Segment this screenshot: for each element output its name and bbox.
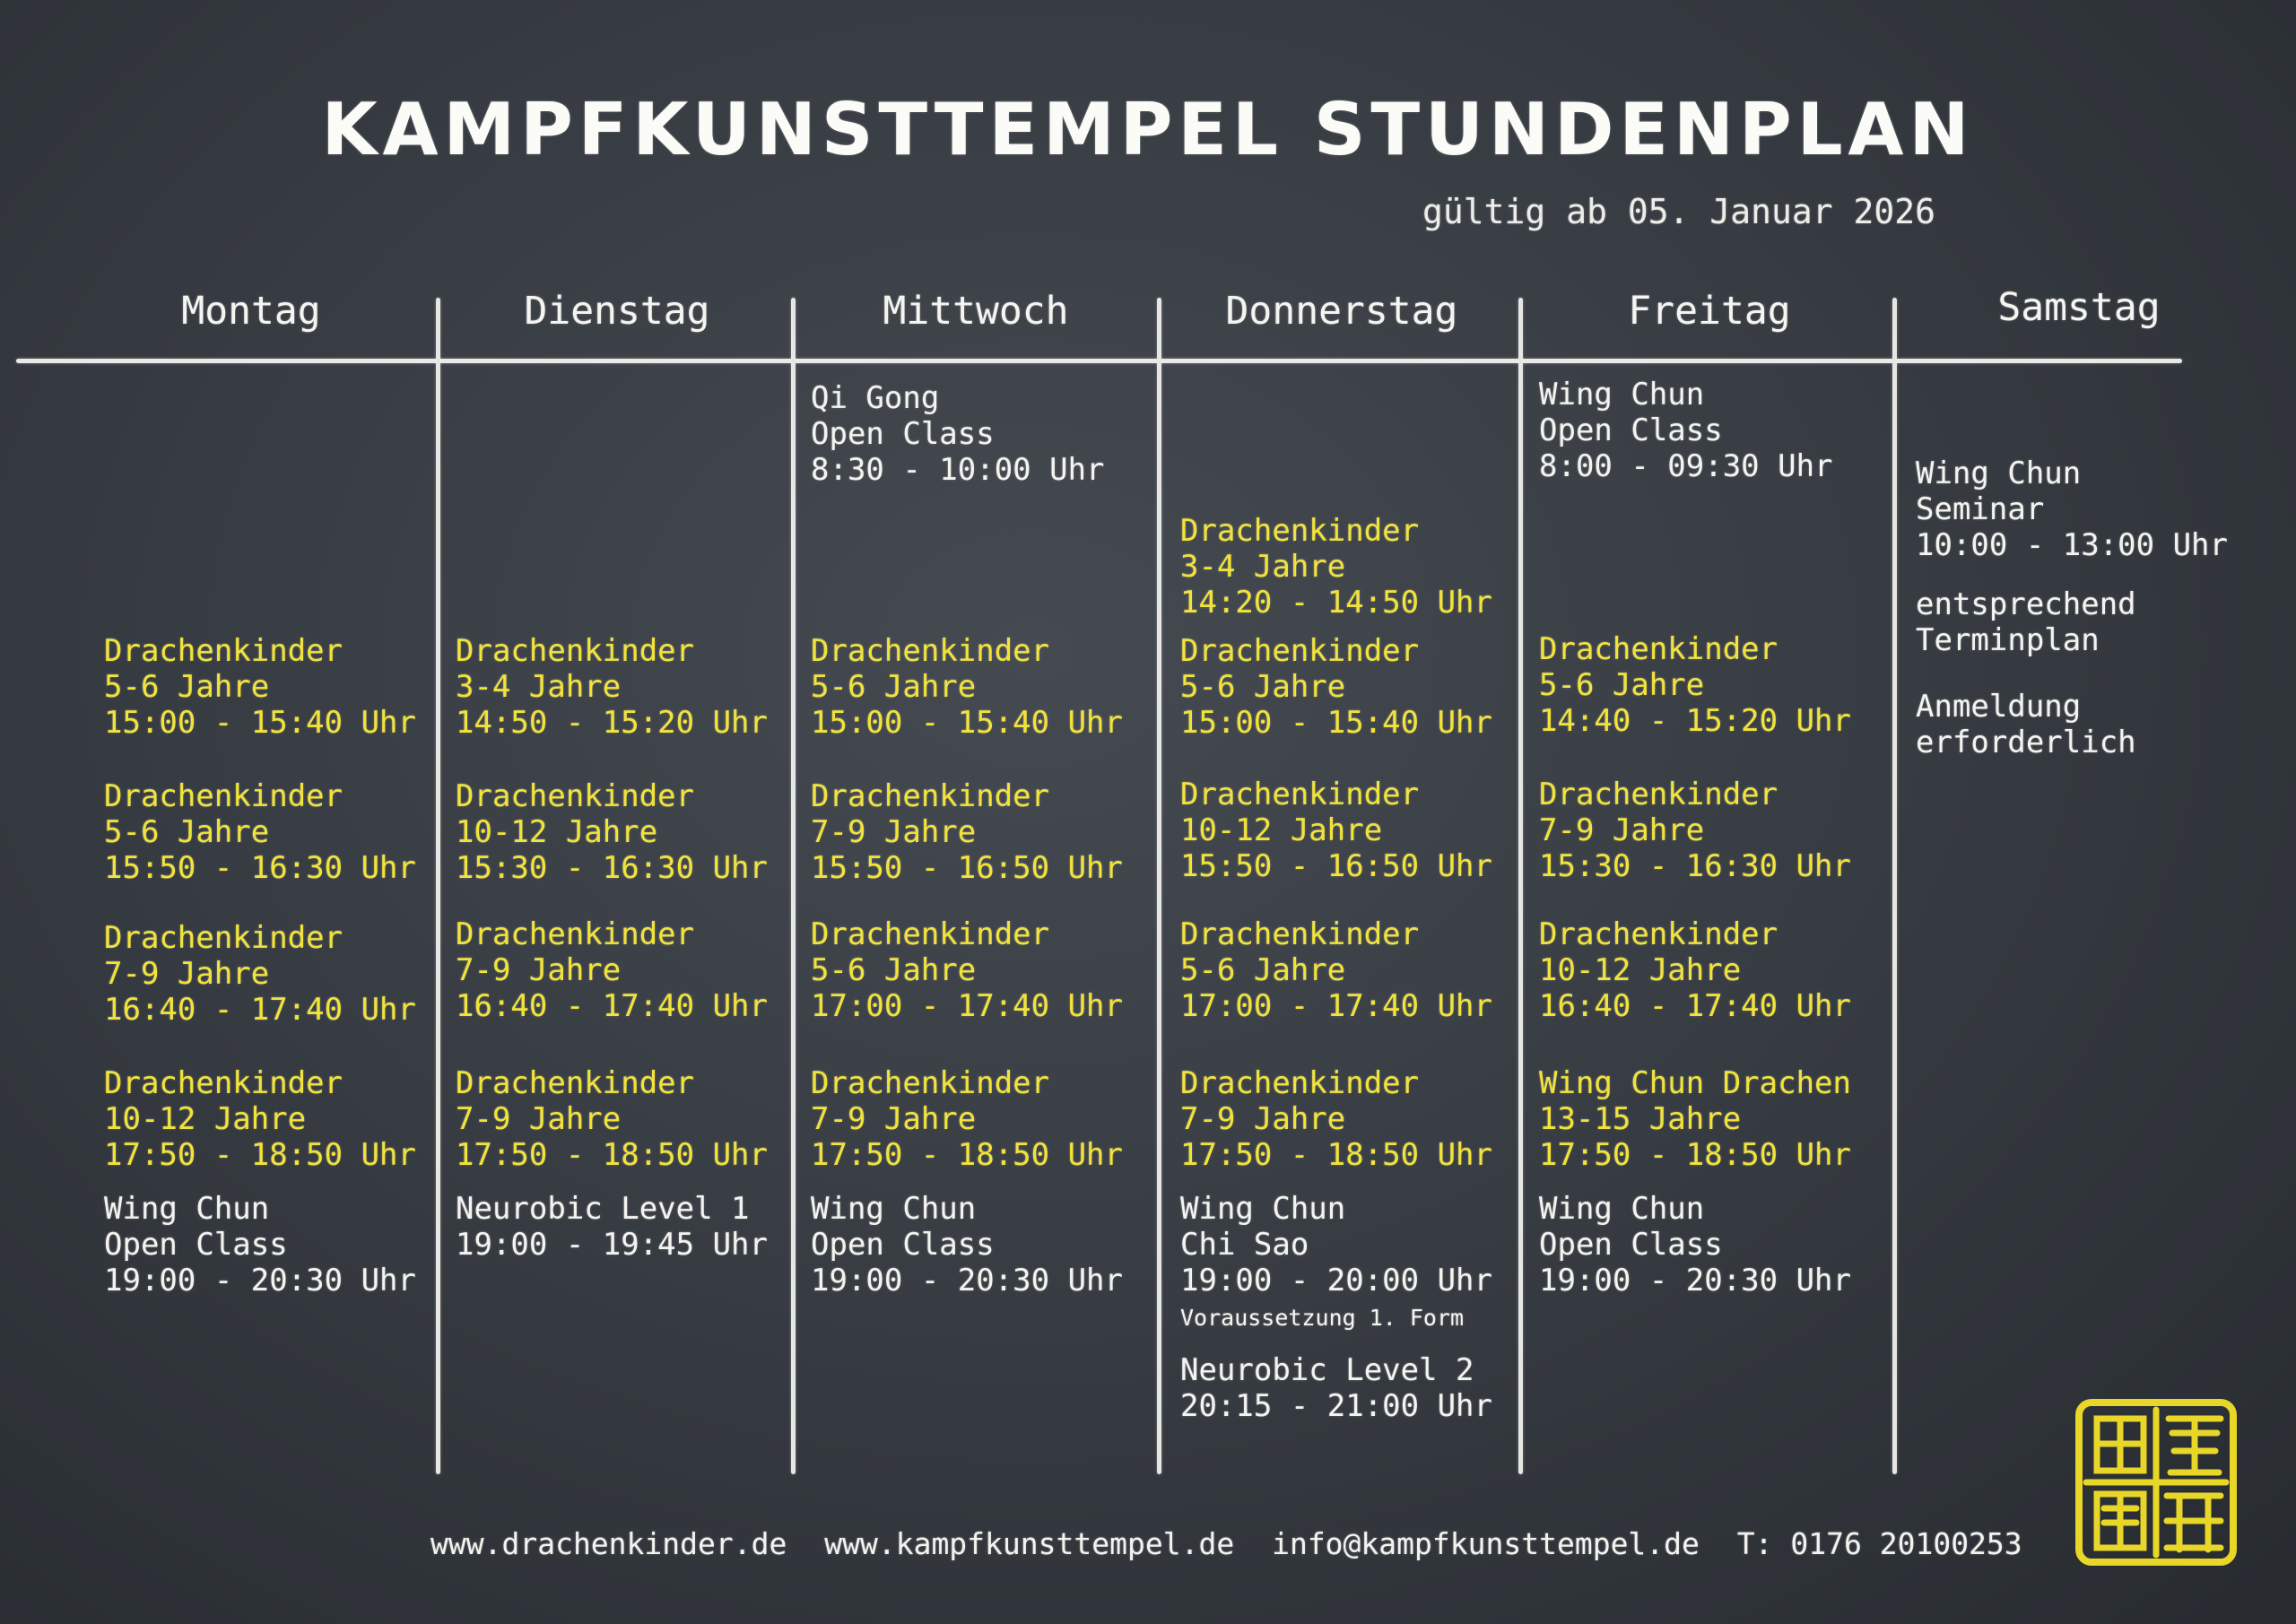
class-entry-thu [1180, 916, 1492, 1024]
class-entry-wed [811, 916, 1123, 1024]
class-label: Wing Chun [1180, 1191, 1346, 1227]
class-time: 19:00 - 20:00 Uhr [1180, 1263, 1492, 1298]
class-label: Qi Gong [811, 380, 940, 416]
class-time: 15:50 - 16:30 Uhr [104, 850, 416, 886]
class-label: 7-9 Jahre [456, 1101, 622, 1137]
class-label: 10-12 Jahre [1180, 812, 1383, 848]
class-label: Drachenkinder [1539, 631, 1779, 667]
class-label: 10-12 Jahre [456, 814, 658, 850]
class-label: Open Class [1539, 413, 1723, 448]
day-header-mittwoch: Mittwoch [883, 289, 1069, 334]
class-label: 3-4 Jahre [1180, 549, 1346, 585]
class-time: 15:30 - 16:30 Uhr [1539, 848, 1851, 884]
class-entry-sat [1916, 456, 2228, 563]
class-time: 8:30 - 10:00 Uhr [811, 452, 1105, 488]
class-label: Drachenkinder [104, 920, 344, 956]
class-entry-thu [1180, 1352, 1492, 1424]
class-label: Drachenkinder [1180, 513, 1420, 549]
class-label: 7-9 Jahre [1539, 812, 1705, 848]
class-entry-wed [811, 380, 1105, 488]
class-entry-tue [456, 778, 768, 886]
column-divider [1892, 298, 1897, 1474]
day-header-montag: Montag [181, 289, 321, 334]
class-entry-thu [1180, 513, 1492, 621]
class-entry-sat [1916, 689, 2136, 760]
class-time: 17:00 - 17:40 Uhr [1180, 988, 1492, 1024]
class-label: Seminar [1916, 491, 2045, 527]
class-label: 5-6 Jahre [1539, 667, 1705, 703]
valid-from-date: gültig ab 05. Januar 2026 [1422, 192, 1935, 231]
class-time: 16:40 - 17:40 Uhr [104, 992, 416, 1028]
class-label: erforderlich [1916, 725, 2136, 760]
class-time: 16:40 - 17:40 Uhr [1539, 988, 1851, 1024]
class-time: 10:00 - 13:00 Uhr [1916, 527, 2228, 563]
class-label: Drachenkinder [1539, 777, 1779, 812]
class-label: Drachenkinder [811, 633, 1050, 669]
column-divider [436, 298, 440, 1474]
class-label: Drachenkinder [1180, 633, 1420, 669]
class-time: 17:50 - 18:50 Uhr [456, 1137, 768, 1173]
class-label: entsprechend [1916, 586, 2136, 622]
class-time: 14:20 - 14:50 Uhr [1180, 585, 1492, 621]
class-prerequisite-note: Voraussetzung 1. Form [1180, 1305, 1465, 1331]
class-entry-sat [1916, 586, 2136, 658]
class-time: 15:00 - 15:40 Uhr [811, 705, 1123, 741]
column-divider [1518, 298, 1523, 1474]
class-label: Wing Chun [1539, 1191, 1705, 1227]
class-entry-tue [456, 633, 768, 741]
class-time: 19:00 - 20:30 Uhr [1539, 1263, 1851, 1298]
class-entry-thu [1180, 1065, 1492, 1173]
class-label: Neurobic Level 2 [1180, 1352, 1474, 1388]
class-label: Neurobic Level 1 [456, 1191, 750, 1227]
class-label: Open Class [104, 1227, 288, 1263]
class-entry-fri [1539, 377, 1833, 484]
class-entry-tue [456, 916, 768, 1024]
class-label: Wing Chun Drachen [1539, 1065, 1851, 1101]
class-time: 17:50 - 18:50 Uhr [811, 1137, 1123, 1173]
column-divider [791, 298, 796, 1474]
class-label: Anmeldung [1916, 689, 2082, 725]
class-entry-fri [1539, 631, 1851, 739]
class-entry-thu [1180, 1191, 1492, 1338]
class-time: 14:40 - 15:20 Uhr [1539, 703, 1851, 739]
class-label: Wing Chun [104, 1191, 270, 1227]
class-time: 17:50 - 18:50 Uhr [104, 1137, 416, 1173]
class-entry-tue [456, 1191, 768, 1263]
class-label: Drachenkinder [811, 916, 1050, 952]
class-label: 5-6 Jahre [811, 669, 977, 705]
class-label: Drachenkinder [811, 1065, 1050, 1101]
class-label: Wing Chun [1916, 456, 2082, 491]
class-label: 5-6 Jahre [104, 669, 270, 705]
class-label: Drachenkinder [1180, 916, 1420, 952]
class-entry-mon [104, 920, 416, 1028]
class-time: 19:00 - 20:30 Uhr [104, 1263, 416, 1298]
email-link[interactable]: info@kampfkunsttempel.de [1272, 1526, 1700, 1561]
contact-footer [430, 1526, 2042, 1561]
class-entry-mon [104, 1191, 416, 1298]
class-label: 7-9 Jahre [811, 1101, 977, 1137]
class-time: 17:50 - 18:50 Uhr [1180, 1137, 1492, 1173]
website-link-drachenkinder[interactable]: www.drachenkinder.de [430, 1526, 787, 1561]
class-label: Drachenkinder [104, 1065, 344, 1101]
class-entry-wed [811, 778, 1123, 886]
class-label: 5-6 Jahre [1180, 669, 1346, 705]
class-entry-wed [811, 1191, 1123, 1298]
class-label: Drachenkinder [104, 778, 344, 814]
class-label: Wing Chun [1539, 377, 1705, 413]
class-label: Drachenkinder [456, 778, 695, 814]
class-entry-tue [456, 1065, 768, 1173]
day-header-freitag: Freitag [1628, 289, 1791, 334]
class-label: Drachenkinder [1539, 916, 1779, 952]
class-entry-fri [1539, 1191, 1851, 1298]
class-entry-mon [104, 1065, 416, 1173]
class-entry-fri [1539, 777, 1851, 884]
class-label: Drachenkinder [1180, 1065, 1420, 1101]
chinese-seal-stamp-icon [2074, 1397, 2239, 1568]
class-entry-fri [1539, 1065, 1851, 1173]
class-time: 15:50 - 16:50 Uhr [1180, 848, 1492, 884]
class-time: 16:40 - 17:40 Uhr [456, 988, 768, 1024]
class-label: Drachenkinder [104, 633, 344, 669]
class-label: 7-9 Jahre [104, 956, 270, 992]
class-entry-wed [811, 1065, 1123, 1173]
class-label: 7-9 Jahre [811, 814, 977, 850]
class-label: 5-6 Jahre [1180, 952, 1346, 988]
class-entry-thu [1180, 777, 1492, 884]
class-time: 17:50 - 18:50 Uhr [1539, 1137, 1851, 1173]
phone-number: T: 0176 20100253 [1736, 1526, 2022, 1561]
column-divider [1157, 298, 1161, 1474]
class-label: Drachenkinder [456, 633, 695, 669]
class-label: Open Class [811, 1227, 995, 1263]
class-label: 13-15 Jahre [1539, 1101, 1742, 1137]
class-time: 15:30 - 16:30 Uhr [456, 850, 768, 886]
class-label: Drachenkinder [1180, 777, 1420, 812]
class-label: 7-9 Jahre [1180, 1101, 1346, 1137]
class-time: 14:50 - 15:20 Uhr [456, 705, 768, 741]
class-label: Open Class [1539, 1227, 1723, 1263]
class-entry-fri [1539, 916, 1851, 1024]
class-label: Terminplan [1916, 622, 2100, 658]
class-label: Drachenkinder [456, 916, 695, 952]
class-label: Wing Chun [811, 1191, 977, 1227]
class-time: 17:00 - 17:40 Uhr [811, 988, 1123, 1024]
class-entry-mon [104, 778, 416, 886]
day-header-dienstag: Dienstag [524, 289, 710, 334]
day-header-donnerstag: Donnerstag [1225, 289, 1458, 334]
class-label: Drachenkinder [811, 778, 1050, 814]
class-label: 3-4 Jahre [456, 669, 622, 705]
day-header-samstag: Samstag [1997, 285, 2161, 330]
class-label: 10-12 Jahre [104, 1101, 307, 1137]
class-label: 5-6 Jahre [811, 952, 977, 988]
class-label: Drachenkinder [456, 1065, 695, 1101]
class-time: 15:50 - 16:50 Uhr [811, 850, 1123, 886]
class-label: 7-9 Jahre [456, 952, 622, 988]
class-label: Chi Sao [1180, 1227, 1309, 1263]
class-time: 20:15 - 21:00 Uhr [1180, 1388, 1492, 1424]
class-entry-wed [811, 633, 1123, 741]
page-title: KAMPFKUNSTTEMPEL STUNDENPLAN [321, 88, 1975, 171]
header-divider-line [16, 359, 2182, 363]
class-label: 10-12 Jahre [1539, 952, 1742, 988]
class-label: Open Class [811, 416, 995, 452]
class-entry-thu [1180, 633, 1492, 741]
class-time: 8:00 - 09:30 Uhr [1539, 448, 1833, 484]
class-time: 19:00 - 20:30 Uhr [811, 1263, 1123, 1298]
website-link-kampfkunsttempel[interactable]: www.kampfkunsttempel.de [824, 1526, 1235, 1561]
class-time: 19:00 - 19:45 Uhr [456, 1227, 768, 1263]
class-time: 15:00 - 15:40 Uhr [104, 705, 416, 741]
class-time: 15:00 - 15:40 Uhr [1180, 705, 1492, 741]
class-label: 5-6 Jahre [104, 814, 270, 850]
class-entry-mon [104, 633, 416, 741]
